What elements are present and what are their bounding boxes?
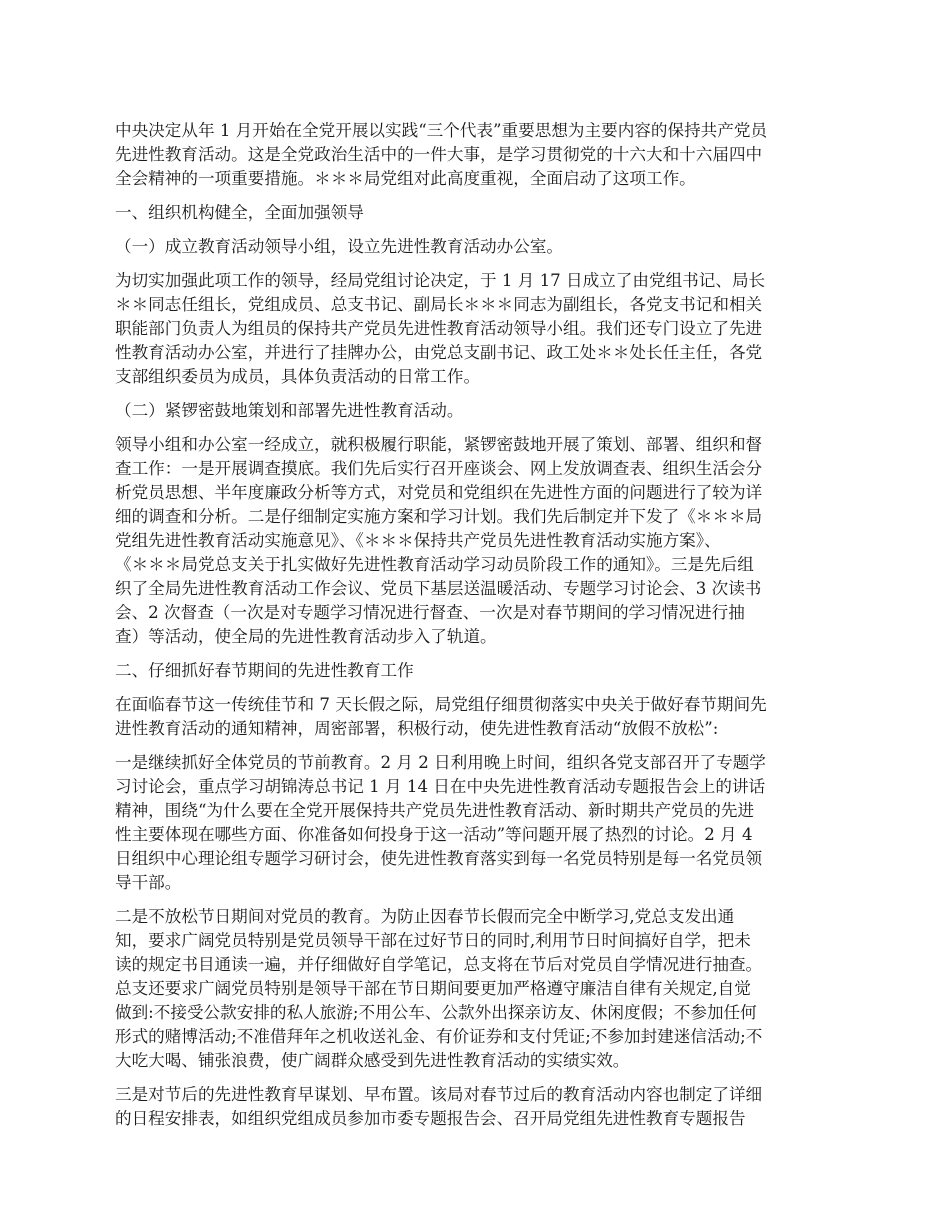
section-heading-2: 二、仔细抓好春节期间的先进性教育工作 (115, 661, 414, 680)
intro-paragraph: 中央决定从年 1 月开始在全党开展以实践“三个代表”重要思想为主要内容的保持共产党员 先进性教育活动。这是全党政治生活中的一件大事，是学习贯彻党的十六大和十六届四中 全会精神的一项重要措施。＊＊＊局党组对此高度重视，全面启动了这项工作。 (115, 121, 768, 188)
body-paragraph: 一是继续抓好全体党员的节前教育。2 月 2 日利用晚上时间，组织各党支部召开了专题学 习讨论会，重点学习胡锦涛总书记 1 月 14 日在中央先进性教育活动专题报告会上的讲话 精神，围绕“为什么要在全党开展保持共产党员先进性教育活动、新时期共产党员的先进 性主要体现在哪些方面、你准备如何投身于这一活动”等问题开展了热烈的讨论。2 月 4 日组织中心理论组专题学习研讨会，使先进性教育落实到每一名党员特别是每一名党员领 导干部。 (115, 753, 766, 892)
body-paragraph: 三是对节后的先进性教育早谋划、早布置。该局对春节过后的教育活动内容也制定了详细 的日程安排表，如组织党组成员参加市委专题报告会、召开局党组先进性教育专题报告 (115, 1085, 763, 1128)
body-paragraph: 领导小组和办公室一经成立，就积极履行职能，紧锣密鼓地开展了策划、部署、组织和督 查工作：一是开展调查摸底。我们先后实行召开座谈会、网上发放调查表、组织生活会分 析党员思想、半年度廉政分析等方式，对党员和党组织在先进性方面的问题进行了较为详 细的调查和分析。二是仔细制定实施方案和学习计划。我们先后制定并下发了《＊＊＊局 党组先进性教育活动实施意见》、《＊＊＊保持共产党员先进性教育活动实施方案》、 《＊＊＊局党总支关于扎实做好先进性教育活动学习动员阶段工作的通知》。三是先后组 织了全局先进性教育活动工作会议、党员下基层送温暖活动、专题学习讨论会、3 次读书 会、2 次督查（一次是对专题学习情况进行督查、一次是对春节期间的学习情况进行抽 查）等活动，使全局的先进性教育活动步入了轨道。 (115, 435, 763, 646)
section-heading-1: 一、组织机构健全，全面加强领导 (115, 203, 364, 222)
subsection-heading-1-2: （二）紧锣密鼓地策划和部署先进性教育活动。 (115, 401, 464, 420)
body-paragraph: 二是不放松节日期间对党员的教育。为防止因春节长假而完全中断学习,党总支发出通 知，要求广阔党员特别是党员领导干部在过好节日的同时,利用节日时间搞好自学，把未 读的规定书目通读一遍，并仔细做好自学笔记，总支将在节后对党员自学情况进行抽查。 总支还要求广阔党员特别是领导干部在节日期间要更加严格遵守廉洁自律有关规定,自觉 做到:不接受公款安排的私人旅游;不用公车、公款外出探亲访友、休闲度假；不参加任何 形式的赌博活动;不准借拜年之机收送礼金、有价证券和支付凭证;不参加封建迷信活动;不 大吃大喝、铺张浪费，使广阔群众感受到先进性教育活动的实绩实效。 (115, 907, 763, 1070)
body-paragraph: 为切实加强此项工作的领导，经局党组讨论决定，于 1 月 17 日成立了由党组书记、局长 ＊＊同志任组长，党组成员、总支书记、副局长＊＊＊同志为副组长，各党支书记和相关 职能部门负责人为组员的保持共产党员先进性教育活动领导小组。我们还专门设立了先进 性教育活动办公室，并进行了挂牌办公，由党总支副书记、政工处＊＊处长任主任，各党 支部组织委员为成员，具体负责活动的日常工作。 (115, 271, 766, 386)
subsection-heading-1-1: （一）成立教育活动领导小组，设立先进性教育活动办公室。 (115, 237, 564, 256)
body-paragraph: 在面临春节这一传统佳节和 7 天长假之际，局党组仔细贯彻落实中央关于做好春节期间先 进性教育活动的通知精神，周密部署，积极行动，使先进性教育活动“放假不放松”: (115, 695, 767, 738)
document-body (115, 119, 843, 1141)
